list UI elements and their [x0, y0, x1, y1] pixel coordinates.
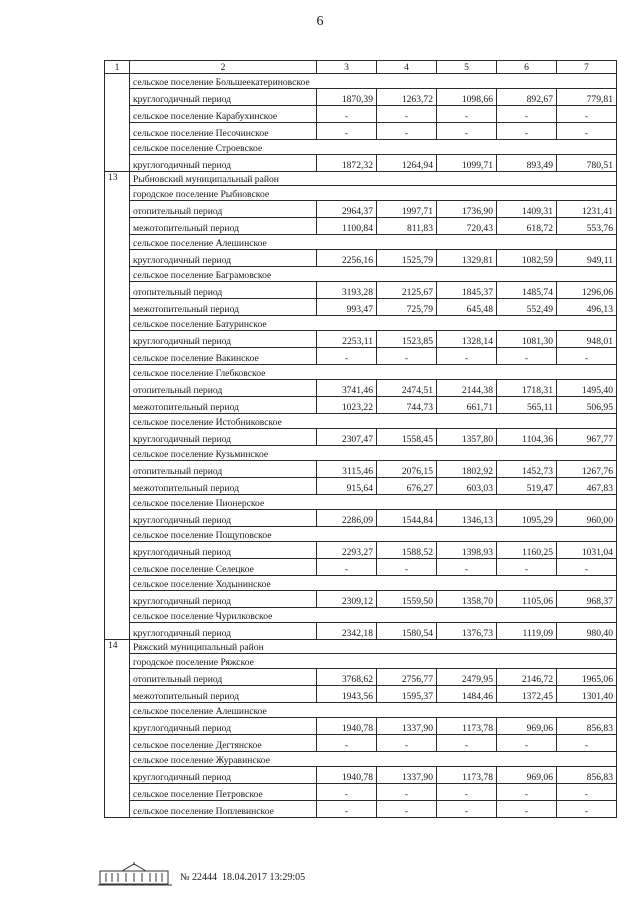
value-cell: 1173,78	[437, 718, 497, 735]
value-cell: 1337,90	[377, 718, 437, 735]
value-cell: 2076,15	[377, 461, 437, 478]
value-cell: 1940,78	[317, 718, 377, 735]
value-cell: 969,06	[497, 767, 557, 784]
period-row	[105, 669, 617, 686]
value-cell: -	[497, 106, 557, 123]
settlement-row	[105, 559, 617, 576]
period-row	[105, 282, 617, 299]
value-cell: -	[497, 784, 557, 801]
value-cell: 2342,18	[317, 623, 377, 640]
period-row	[105, 591, 617, 608]
period-label: межотопительный период	[130, 218, 317, 235]
column-header: 7	[557, 61, 617, 74]
value-cell: 661,71	[437, 397, 497, 414]
value-cell: 967,77	[557, 429, 617, 446]
index-cell	[105, 74, 130, 172]
value-cell: 519,47	[497, 478, 557, 495]
registration-number: № 22444	[180, 872, 218, 883]
municipality-name: Рыбновский муниципальный район	[130, 172, 617, 186]
settlement-name-row	[105, 186, 617, 201]
settlement-name: сельское поселение Поплевинское	[130, 801, 317, 818]
value-cell: 915,64	[317, 478, 377, 495]
value-cell: 496,13	[557, 299, 617, 316]
value-cell: 720,43	[437, 218, 497, 235]
period-row	[105, 429, 617, 446]
column-header: 6	[497, 61, 557, 74]
value-cell: 2307,47	[317, 429, 377, 446]
value-cell: -	[377, 801, 437, 818]
period-label: круглогодичный период	[130, 155, 317, 172]
value-cell: 1965,06	[557, 669, 617, 686]
value-cell: -	[497, 123, 557, 140]
value-cell: 1595,37	[377, 686, 437, 703]
value-cell: -	[557, 801, 617, 818]
value-cell: -	[497, 559, 557, 576]
value-cell: 1173,78	[437, 767, 497, 784]
period-row	[105, 331, 617, 348]
settlement-name: сельское поселение Песочинское	[130, 123, 317, 140]
value-cell: 1263,72	[377, 89, 437, 106]
value-cell: 2479,95	[437, 669, 497, 686]
period-row	[105, 767, 617, 784]
registration-stamp-icon	[96, 862, 174, 893]
settlement-name-row	[105, 608, 617, 623]
value-cell: 645,48	[437, 299, 497, 316]
period-label: круглогодичный период	[130, 250, 317, 267]
value-cell: -	[437, 123, 497, 140]
settlement-name: сельское поселение Алешинское	[130, 235, 617, 250]
settlement-name: городское поселение Рыбновское	[130, 186, 617, 201]
value-cell: -	[557, 784, 617, 801]
value-cell: 2125,67	[377, 282, 437, 299]
settlement-name-row	[105, 140, 617, 155]
period-row	[105, 299, 617, 316]
value-cell: 1098,66	[437, 89, 497, 106]
value-cell: 553,76	[557, 218, 617, 235]
settlement-name: сельское поселение Карабухинское	[130, 106, 317, 123]
value-cell: 676,27	[377, 478, 437, 495]
settlement-name-row	[105, 446, 617, 461]
value-cell: 1559,50	[377, 591, 437, 608]
value-cell: 1329,81	[437, 250, 497, 267]
value-cell: 856,83	[557, 767, 617, 784]
value-cell: -	[437, 559, 497, 576]
settlement-name: сельское поселение Батуринское	[130, 316, 617, 331]
value-cell: 467,83	[557, 478, 617, 495]
value-cell: 2286,09	[317, 510, 377, 527]
value-cell: -	[557, 559, 617, 576]
value-cell: 1231,41	[557, 201, 617, 218]
settlement-row	[105, 123, 617, 140]
value-cell: 3193,28	[317, 282, 377, 299]
value-cell: -	[557, 348, 617, 365]
tariff-table-body	[105, 61, 617, 818]
period-label: круглогодичный период	[130, 767, 317, 784]
value-cell: 1296,06	[557, 282, 617, 299]
settlement-name: сельское поселение Вакинское	[130, 348, 317, 365]
value-cell: 980,40	[557, 623, 617, 640]
value-cell: -	[317, 784, 377, 801]
value-cell: 1588,52	[377, 542, 437, 559]
period-row	[105, 542, 617, 559]
period-row	[105, 686, 617, 703]
settlement-name-row	[105, 576, 617, 591]
period-label: круглогодичный период	[130, 591, 317, 608]
value-cell: 1264,94	[377, 155, 437, 172]
value-cell: 1160,25	[497, 542, 557, 559]
value-cell: 2256,16	[317, 250, 377, 267]
value-cell: 779,81	[557, 89, 617, 106]
settlement-name: сельское поселение Пионерское	[130, 495, 617, 510]
column-header: 2	[130, 61, 317, 74]
value-cell: 893,49	[497, 155, 557, 172]
value-cell: 2144,38	[437, 380, 497, 397]
value-cell: 1523,85	[377, 331, 437, 348]
value-cell: -	[377, 106, 437, 123]
value-cell: 1357,80	[437, 429, 497, 446]
value-cell: 552,49	[497, 299, 557, 316]
period-row	[105, 461, 617, 478]
value-cell: 1495,40	[557, 380, 617, 397]
period-label: круглогодичный период	[130, 429, 317, 446]
value-cell: 1267,76	[557, 461, 617, 478]
value-cell: 948,01	[557, 331, 617, 348]
period-label: межотопительный период	[130, 686, 317, 703]
value-cell: -	[497, 735, 557, 752]
value-cell: 993,47	[317, 299, 377, 316]
value-cell: 1940,78	[317, 767, 377, 784]
value-cell: 960,00	[557, 510, 617, 527]
value-cell: 725,79	[377, 299, 437, 316]
value-cell: 1409,31	[497, 201, 557, 218]
period-label: отопительный период	[130, 461, 317, 478]
period-row	[105, 478, 617, 495]
value-cell: 2964,37	[317, 201, 377, 218]
value-cell: -	[317, 348, 377, 365]
value-cell: 780,51	[557, 155, 617, 172]
settlement-row	[105, 784, 617, 801]
period-label: круглогодичный период	[130, 542, 317, 559]
value-cell: -	[317, 801, 377, 818]
period-label: круглогодичный период	[130, 510, 317, 527]
value-cell: 949,11	[557, 250, 617, 267]
value-cell: -	[317, 735, 377, 752]
value-cell: 1802,92	[437, 461, 497, 478]
settlement-name: сельское поселение Чурилковское	[130, 608, 617, 623]
value-cell: -	[437, 348, 497, 365]
column-header: 5	[437, 61, 497, 74]
settlement-name: сельское поселение Баграмовское	[130, 267, 617, 282]
value-cell: 1376,73	[437, 623, 497, 640]
value-cell: 1398,93	[437, 542, 497, 559]
settlement-name: сельское поселение Большеекатериновское	[130, 74, 617, 89]
value-cell: 2474,51	[377, 380, 437, 397]
value-cell: -	[317, 123, 377, 140]
value-cell: -	[437, 801, 497, 818]
value-cell: 1485,74	[497, 282, 557, 299]
settlement-name-row	[105, 527, 617, 542]
period-label: круглогодичный период	[130, 89, 317, 106]
period-row	[105, 380, 617, 397]
settlement-name: сельское поселение Истобниковское	[130, 414, 617, 429]
value-cell: 1544,84	[377, 510, 437, 527]
period-row	[105, 250, 617, 267]
value-cell: -	[377, 123, 437, 140]
settlement-row	[105, 348, 617, 365]
value-cell: 1484,46	[437, 686, 497, 703]
column-header: 4	[377, 61, 437, 74]
municipality-name: Ряжский муниципальный район	[130, 640, 617, 654]
period-label: отопительный период	[130, 380, 317, 397]
period-row	[105, 510, 617, 527]
value-cell: -	[497, 348, 557, 365]
municipality-number: 13	[105, 172, 130, 640]
settlement-name-row	[105, 365, 617, 380]
value-cell: 618,72	[497, 218, 557, 235]
settlement-name: сельское поселение Глебковское	[130, 365, 617, 380]
value-cell: 506,95	[557, 397, 617, 414]
value-cell: 603,03	[437, 478, 497, 495]
period-label: межотопительный период	[130, 397, 317, 414]
value-cell: -	[557, 123, 617, 140]
value-cell: 1943,56	[317, 686, 377, 703]
settlement-name-row	[105, 414, 617, 429]
value-cell: 1580,54	[377, 623, 437, 640]
settlement-name: сельское поселение Петровское	[130, 784, 317, 801]
value-cell: 1358,70	[437, 591, 497, 608]
value-cell: -	[377, 348, 437, 365]
value-cell: 1872,32	[317, 155, 377, 172]
value-cell: 1337,90	[377, 767, 437, 784]
value-cell: -	[377, 735, 437, 752]
settlement-row	[105, 106, 617, 123]
municipality-row	[105, 640, 617, 654]
value-cell: 1105,06	[497, 591, 557, 608]
period-label: отопительный период	[130, 282, 317, 299]
value-cell: 3768,62	[317, 669, 377, 686]
value-cell: -	[317, 559, 377, 576]
settlement-name-row	[105, 316, 617, 331]
value-cell: 1082,59	[497, 250, 557, 267]
value-cell: 1372,45	[497, 686, 557, 703]
value-cell: 1845,37	[437, 282, 497, 299]
settlement-name-row	[105, 495, 617, 510]
period-label: круглогодичный период	[130, 623, 317, 640]
value-cell: 3115,46	[317, 461, 377, 478]
value-cell: 2293,27	[317, 542, 377, 559]
settlement-name-row	[105, 703, 617, 718]
registration-footer	[180, 872, 305, 883]
value-cell: 1099,71	[437, 155, 497, 172]
value-cell: 565,11	[497, 397, 557, 414]
value-cell: 1119,09	[497, 623, 557, 640]
value-cell: -	[437, 106, 497, 123]
period-label: отопительный период	[130, 201, 317, 218]
value-cell: 1081,30	[497, 331, 557, 348]
period-label: круглогодичный период	[130, 331, 317, 348]
settlement-name-row	[105, 654, 617, 669]
column-number-row	[105, 61, 617, 74]
period-row	[105, 201, 617, 218]
value-cell: -	[497, 801, 557, 818]
value-cell: 1328,14	[437, 331, 497, 348]
value-cell: 856,83	[557, 718, 617, 735]
period-label: межотопительный период	[130, 478, 317, 495]
settlement-row	[105, 801, 617, 818]
value-cell: -	[437, 735, 497, 752]
registration-datetime: 18.04.2017 13:29:05	[222, 872, 306, 883]
settlement-name: сельское поселение Строевское	[130, 140, 617, 155]
value-cell: 1718,31	[497, 380, 557, 397]
period-row	[105, 155, 617, 172]
period-label: межотопительный период	[130, 299, 317, 316]
value-cell: -	[557, 735, 617, 752]
settlement-row	[105, 735, 617, 752]
period-label: отопительный период	[130, 669, 317, 686]
page-number: 6	[316, 14, 324, 29]
value-cell: 1452,73	[497, 461, 557, 478]
settlement-name: сельское поселение Селецкое	[130, 559, 317, 576]
settlement-name: сельское поселение Кузьминское	[130, 446, 617, 461]
value-cell: 1095,29	[497, 510, 557, 527]
value-cell: 968,37	[557, 591, 617, 608]
value-cell: 1346,13	[437, 510, 497, 527]
value-cell: 1997,71	[377, 201, 437, 218]
value-cell: 2146,72	[497, 669, 557, 686]
value-cell: -	[317, 106, 377, 123]
settlement-name-row	[105, 74, 617, 89]
value-cell: 1525,79	[377, 250, 437, 267]
column-header: 1	[105, 61, 130, 74]
value-cell: 1023,22	[317, 397, 377, 414]
value-cell: 744,73	[377, 397, 437, 414]
value-cell: 969,06	[497, 718, 557, 735]
period-label: круглогодичный период	[130, 718, 317, 735]
settlement-name: сельское поселение Пощуповское	[130, 527, 617, 542]
settlement-name: городское поселение Ряжское	[130, 654, 617, 669]
value-cell: 1301,40	[557, 686, 617, 703]
period-row	[105, 623, 617, 640]
value-cell: 2756,77	[377, 669, 437, 686]
settlement-name-row	[105, 235, 617, 250]
value-cell: 1558,45	[377, 429, 437, 446]
period-row	[105, 89, 617, 106]
value-cell: 2253,11	[317, 331, 377, 348]
value-cell: -	[377, 559, 437, 576]
settlement-name: сельское поселение Дегтянское	[130, 735, 317, 752]
value-cell: 1736,90	[437, 201, 497, 218]
value-cell: 3741,46	[317, 380, 377, 397]
value-cell: 811,83	[377, 218, 437, 235]
settlement-name: сельское поселение Ходынинское	[130, 576, 617, 591]
value-cell: 1031,04	[557, 542, 617, 559]
value-cell: -	[437, 784, 497, 801]
value-cell: 1104,36	[497, 429, 557, 446]
settlement-name-row	[105, 752, 617, 767]
settlement-name: сельское поселение Алешинское	[130, 703, 617, 718]
settlement-name: сельское поселение Журавинское	[130, 752, 617, 767]
value-cell: 2309,12	[317, 591, 377, 608]
value-cell: -	[557, 106, 617, 123]
settlement-name-row	[105, 267, 617, 282]
period-row	[105, 718, 617, 735]
period-row	[105, 218, 617, 235]
municipality-row	[105, 172, 617, 186]
value-cell: 892,67	[497, 89, 557, 106]
period-row	[105, 397, 617, 414]
value-cell: 1100,84	[317, 218, 377, 235]
tariff-table	[104, 60, 617, 818]
column-header: 3	[317, 61, 377, 74]
value-cell: 1870,39	[317, 89, 377, 106]
value-cell: -	[377, 784, 437, 801]
municipality-number: 14	[105, 640, 130, 818]
